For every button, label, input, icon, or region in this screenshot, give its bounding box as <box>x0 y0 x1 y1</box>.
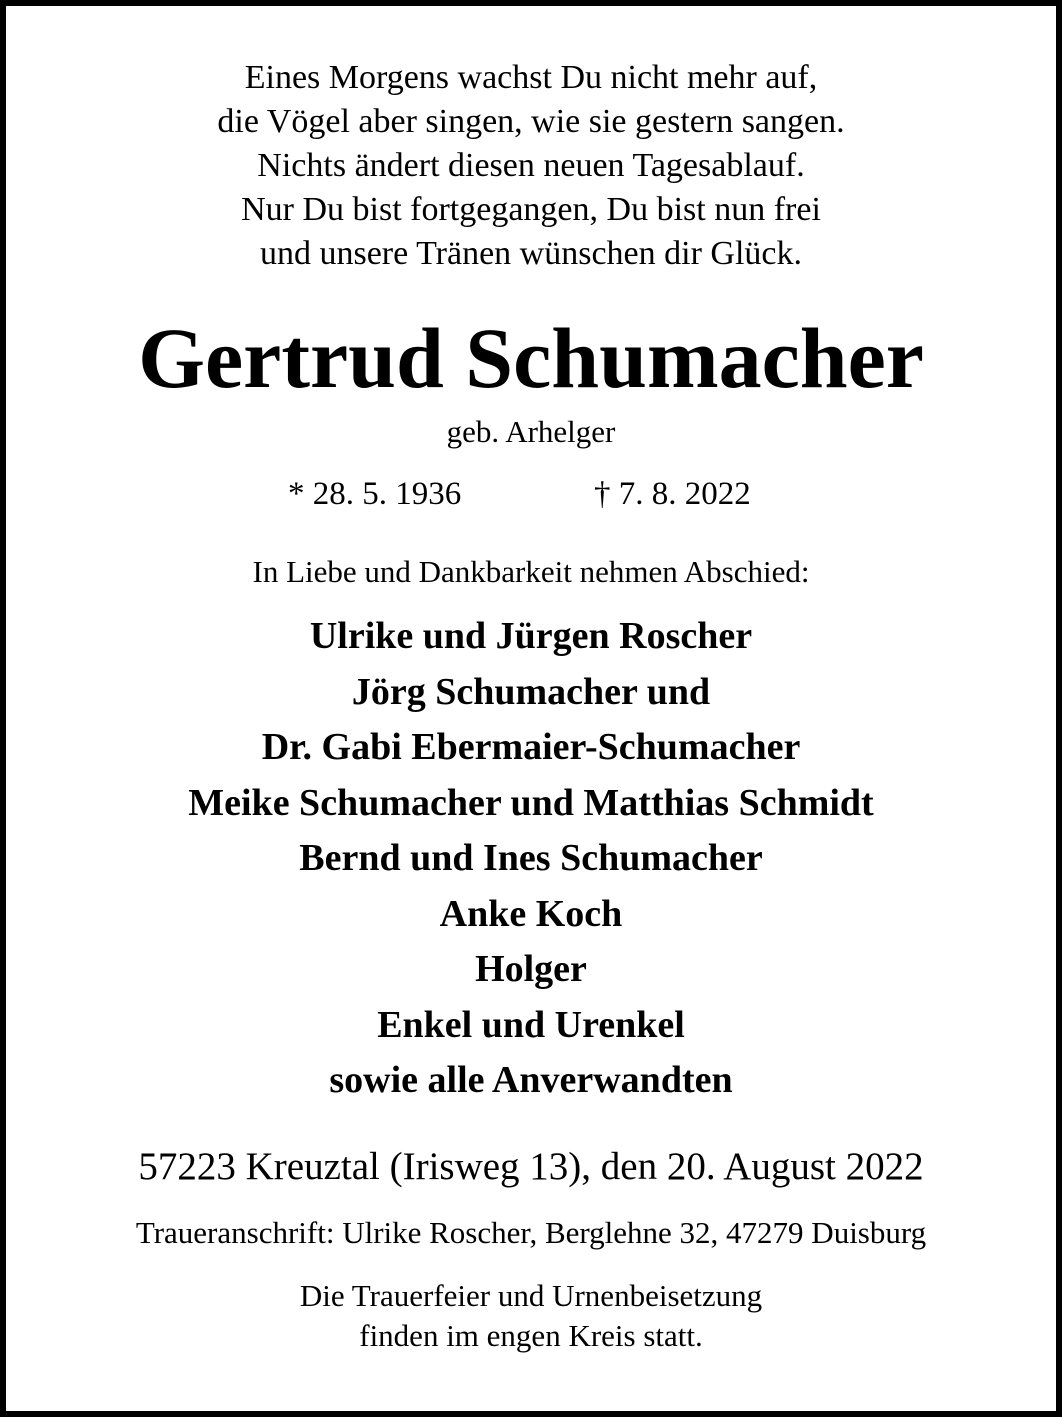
poem-line: und unsere Tränen wünschen dir Glück. <box>259 235 803 272</box>
mourner-line: Holger <box>475 948 587 990</box>
mourner-line: Enkel und Urenkel <box>377 1003 685 1046</box>
mourner-line: Jörg Schumacher und <box>351 670 711 713</box>
mourner-line: Ulrike und Jürgen Roscher <box>309 615 753 657</box>
ceremony-note <box>0 1276 1062 1356</box>
deceased-name: Gertrud Schumacher <box>138 310 924 406</box>
death-date: † 7. 8. 2022 <box>594 476 751 512</box>
mourner-line: sowie alle Anverwandten <box>329 1059 733 1101</box>
mourners-list <box>0 609 1062 1109</box>
poem-line: Nichts ändert diesen neuen Tagesablauf. <box>257 147 805 184</box>
mourner-line: Meike Schumacher und Matthias Schmidt <box>188 781 874 824</box>
place-and-date: 57223 Kreuztal (Irisweg 13), den 20. August 2022 <box>138 1145 924 1188</box>
poem-line: Nur Du bist fortgegangen, Du bist nun frei <box>241 191 821 228</box>
mourner-line: Anke Koch <box>439 892 623 935</box>
farewell-intro: In Liebe und Dankbarkeit nehmen Abschied: <box>252 554 810 589</box>
poem-line: die Vögel aber singen, wie sie gestern sangen. <box>217 103 845 140</box>
mourning-address: Traueranschrift: Ulrike Roscher, Berglehne 32, 47279 Duisburg <box>135 1215 927 1250</box>
mourner-line: Bernd und Ines Schumacher <box>299 837 763 879</box>
poem <box>0 56 1062 276</box>
poem-line: Eines Morgens wachst Du nicht mehr auf, <box>244 59 818 96</box>
maiden-name: geb. Arhelger <box>446 414 616 449</box>
ceremony-line: Die Trauerfeier und Urnenbeisetzung <box>299 1278 763 1313</box>
mourner-line: Dr. Gabi Ebermaier-Schumacher <box>261 726 801 768</box>
birth-date: * 28. 5. 1936 <box>288 476 462 512</box>
ceremony-line: finden im engen Kreis statt. <box>359 1318 703 1353</box>
